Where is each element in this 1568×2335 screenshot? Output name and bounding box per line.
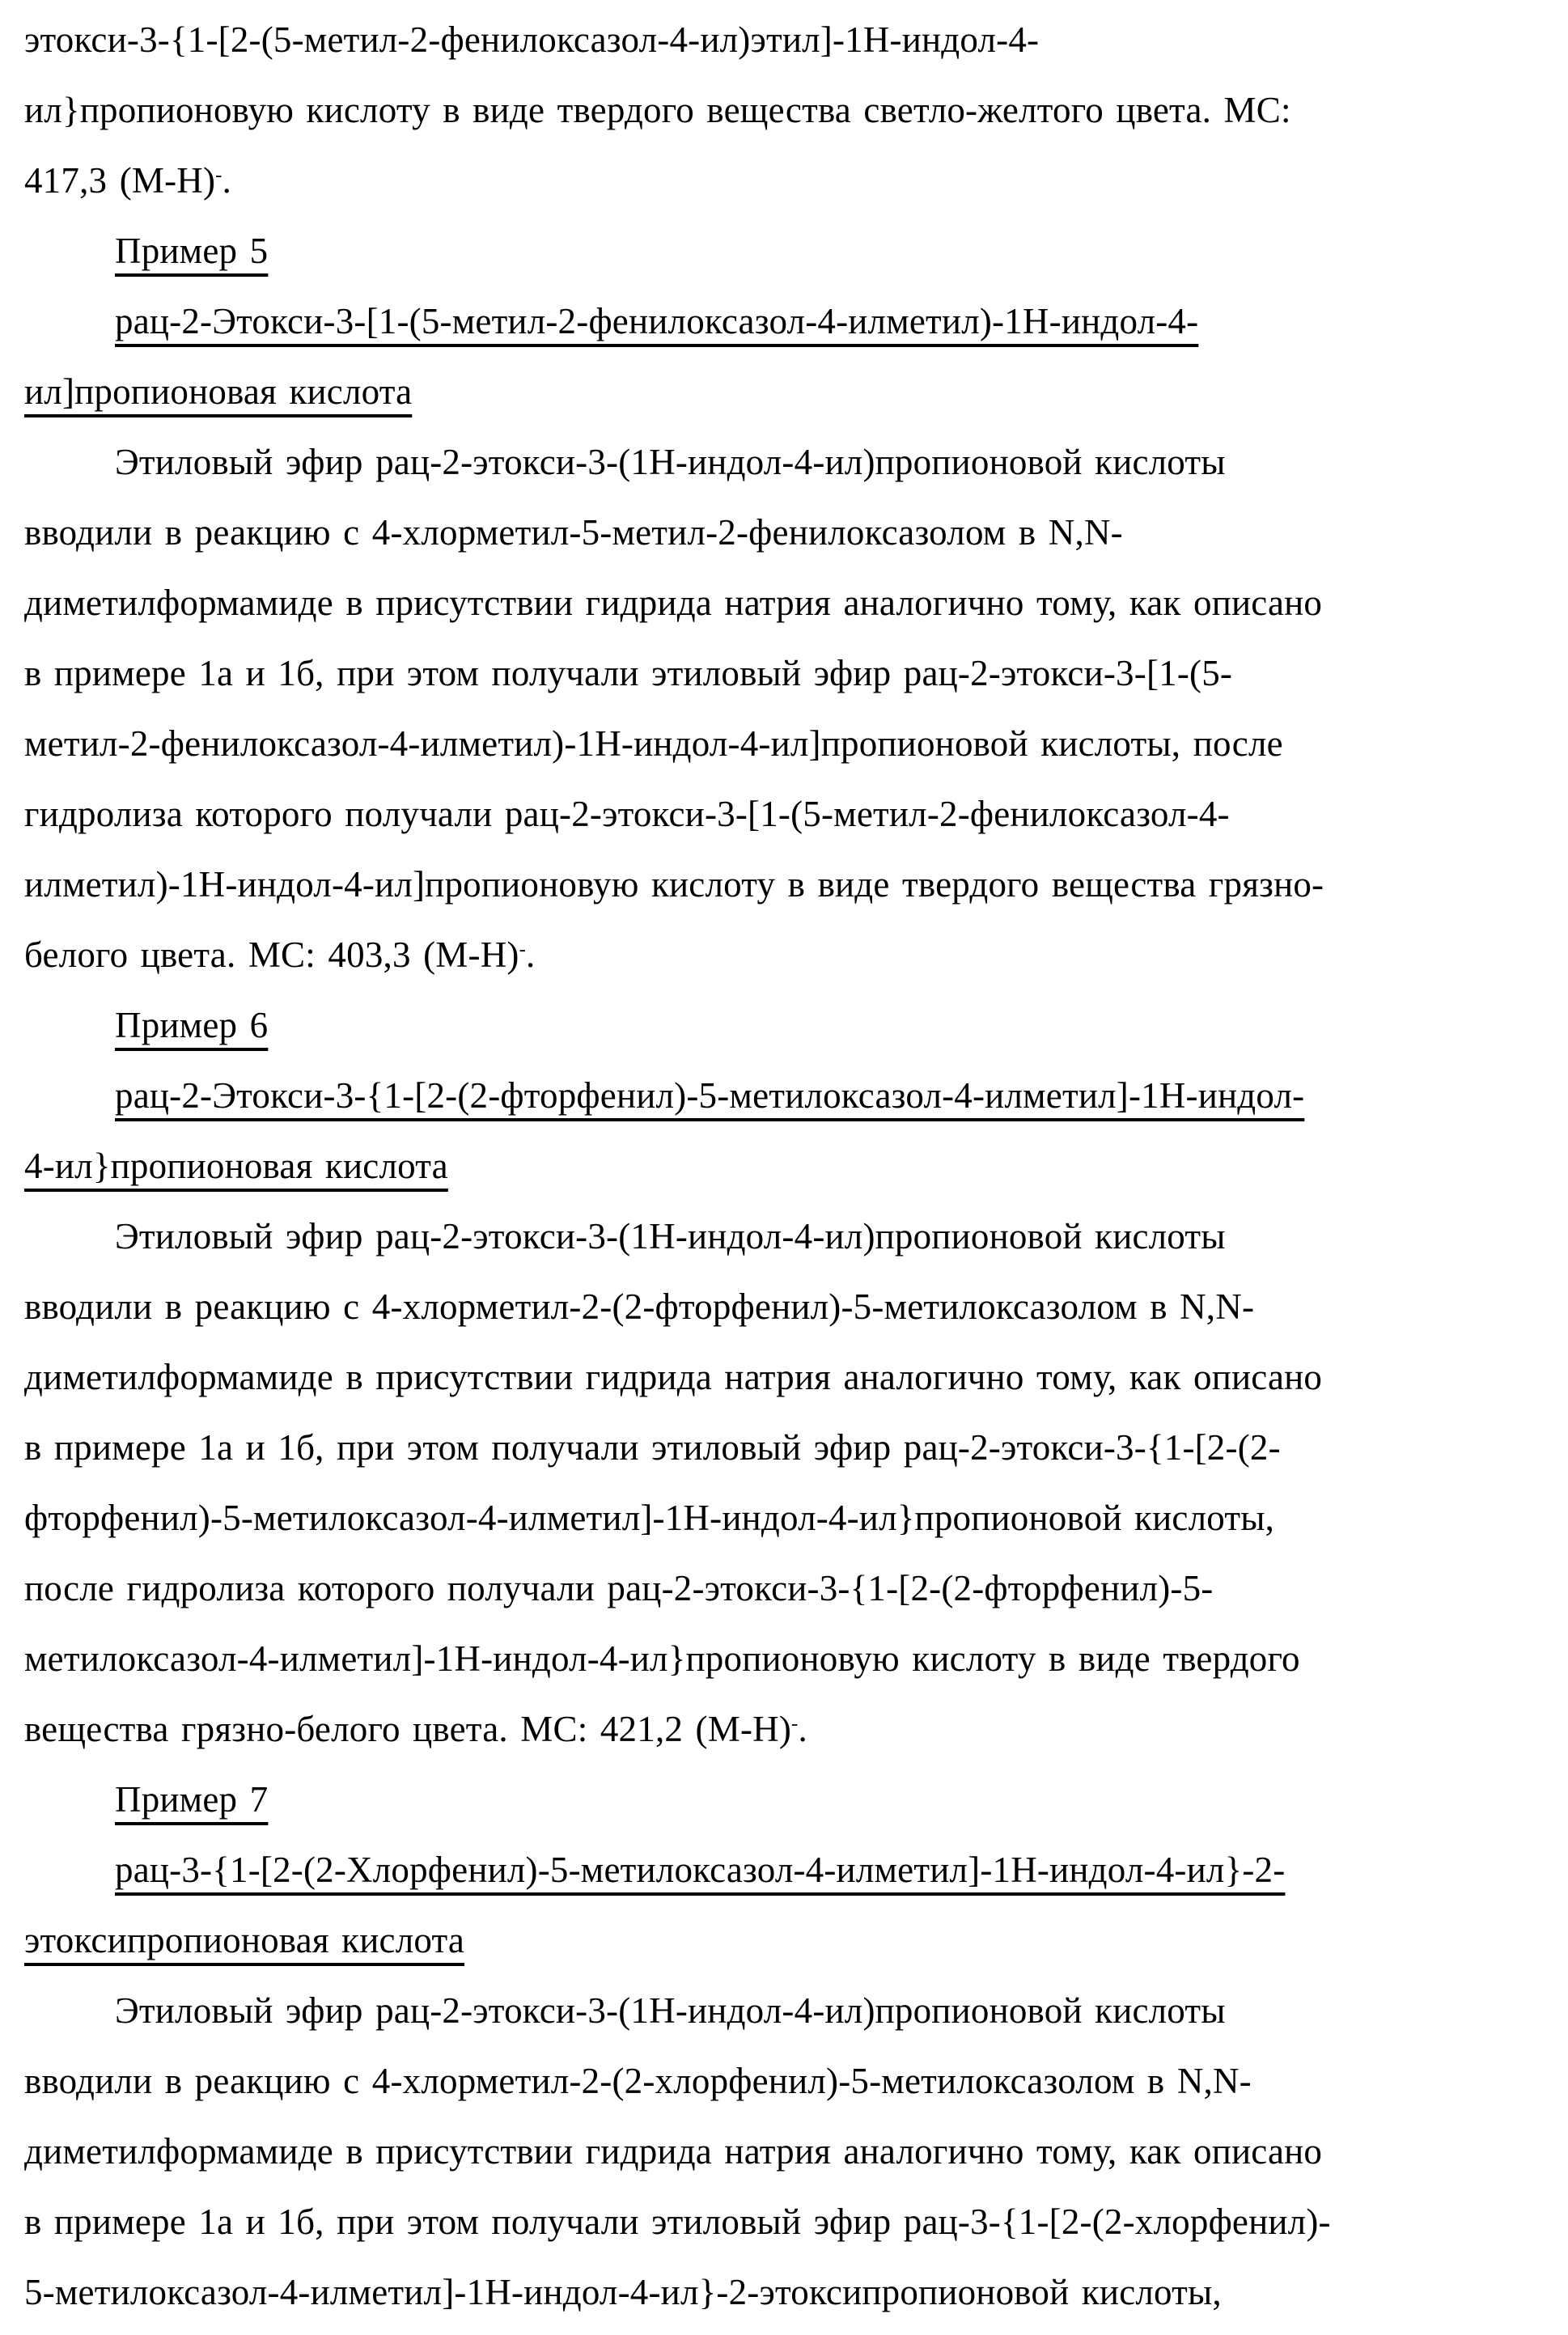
paragraph-line: в примере 1а и 1б, при этом получали этиловый эфир рац-2-этокси-3-[1-(5- xyxy=(24,653,1233,693)
paragraph-line: метил-2-фенилоксазол-4-илметил)-1Н-индол-4-ил]пропионовой кислоты, после xyxy=(24,723,1283,764)
paragraph-line: диметилформамиде в присутствии гидрида натрия аналогично тому, как описано xyxy=(24,1357,1323,1397)
paragraph-line: в примере 1а и 1б, при этом получали этиловый эфир рац-2-этокси-3-{1-[2-(2- xyxy=(24,1427,1281,1468)
paragraph-line: илметил)-1Н-индол-4-ил]пропионовую кислоту в виде твердого вещества грязно- xyxy=(24,864,1324,905)
paragraph-line: метилоксазол-4-илметил]-1Н-индол-4-ил}пропионовую кислоту в виде твердого xyxy=(24,1638,1300,1679)
paragraph-line: вещества грязно-белого цвета. МС: 421,2 (М-Н)-. xyxy=(24,1709,807,1749)
paragraph-line: Этиловый эфир рац-2-этокси-3-(1Н-индол-4-ил)пропионовой кислоты xyxy=(115,1990,1226,2031)
paragraph-line: вводили в реакцию с 4-хлорметил-5-метил-2-фенилоксазолом в N,N- xyxy=(24,512,1123,553)
paragraph-line: 417,3 (М-Н)-. xyxy=(24,160,232,201)
paragraph-line: белого цвета. МС: 403,3 (М-Н)-. xyxy=(24,934,536,975)
compound-title-line: рац-2-Этокси-3-[1-(5-метил-2-фенилоксазол-4-илметил)-1Н-индол-4- xyxy=(115,301,1199,341)
example-heading: Пример 6 xyxy=(115,1005,269,1045)
paragraph-line: фторфенил)-5-метилоксазол-4-илметил]-1Н-индол-4-ил}пропионовой кислоты, xyxy=(24,1498,1275,1538)
compound-title-line: рац-2-Этокси-3-{1-[2-(2-фторфенил)-5-метилоксазол-4-илметил]-1Н-индол- xyxy=(115,1075,1305,1116)
paragraph-line: вводили в реакцию с 4-хлорметил-2-(2-хлорфенил)-5-метилоксазолом в N,N- xyxy=(24,2061,1252,2101)
paragraph-line: после гидролиза которого получали рац-2-этокси-3-{1-[2-(2-фторфенил)-5- xyxy=(24,1568,1214,1608)
superscript-minus: - xyxy=(791,1713,799,1735)
paragraph-line: этокси-3-{1-[2-(5-метил-2-фенилоксазол-4-ил)этил]-1Н-индол-4- xyxy=(24,19,1040,60)
paragraph-line: 5-метилоксазол-4-илметил]-1Н-индол-4-ил}-2-этоксипропионовой кислоты, xyxy=(24,2272,1222,2312)
paragraph-line: гидролиза которого получали рац-2-этокси-3-[1-(5-метил-2-фенилоксазол-4- xyxy=(24,794,1230,834)
compound-title-line: этоксипропионовая кислота xyxy=(24,1920,465,1960)
compound-title-line: рац-3-{1-[2-(2-Хлорфенил)-5-метилоксазол-4-илметил]-1Н-индол-4-ил}-2- xyxy=(115,1850,1286,1890)
paragraph-line: ил}пропионовую кислоту в виде твердого вещества светло-желтого цвета. МС: xyxy=(24,90,1291,130)
paragraph-line: в примере 1а и 1б, при этом получали этиловый эфир рац-3-{1-[2-(2-хлорфенил)- xyxy=(24,2202,1331,2242)
paragraph-line: Этиловый эфир рац-2-этокси-3-(1Н-индол-4-ил)пропионовой кислоты xyxy=(115,442,1226,482)
superscript-minus: - xyxy=(215,164,222,186)
compound-title-line: ил]пропионовая кислота xyxy=(24,371,413,412)
example-heading: Пример 7 xyxy=(115,1779,269,1820)
paragraph-line: диметилформамиде в присутствии гидрида натрия аналогично тому, как описано xyxy=(24,2131,1323,2172)
paragraph-line: вводили в реакцию с 4-хлорметил-2-(2-фторфенил)-5-метилоксазолом в N,N- xyxy=(24,1286,1255,1327)
superscript-minus: - xyxy=(519,939,527,960)
paragraph-line: Этиловый эфир рац-2-этокси-3-(1Н-индол-4-ил)пропионовой кислоты xyxy=(115,1216,1226,1256)
document-body xyxy=(24,5,1545,2328)
example-heading: Пример 5 xyxy=(115,231,269,271)
compound-title-line: 4-ил}пропионовая кислота xyxy=(24,1146,448,1186)
paragraph-line: диметилформамиде в присутствии гидрида натрия аналогично тому, как описано xyxy=(24,583,1323,623)
